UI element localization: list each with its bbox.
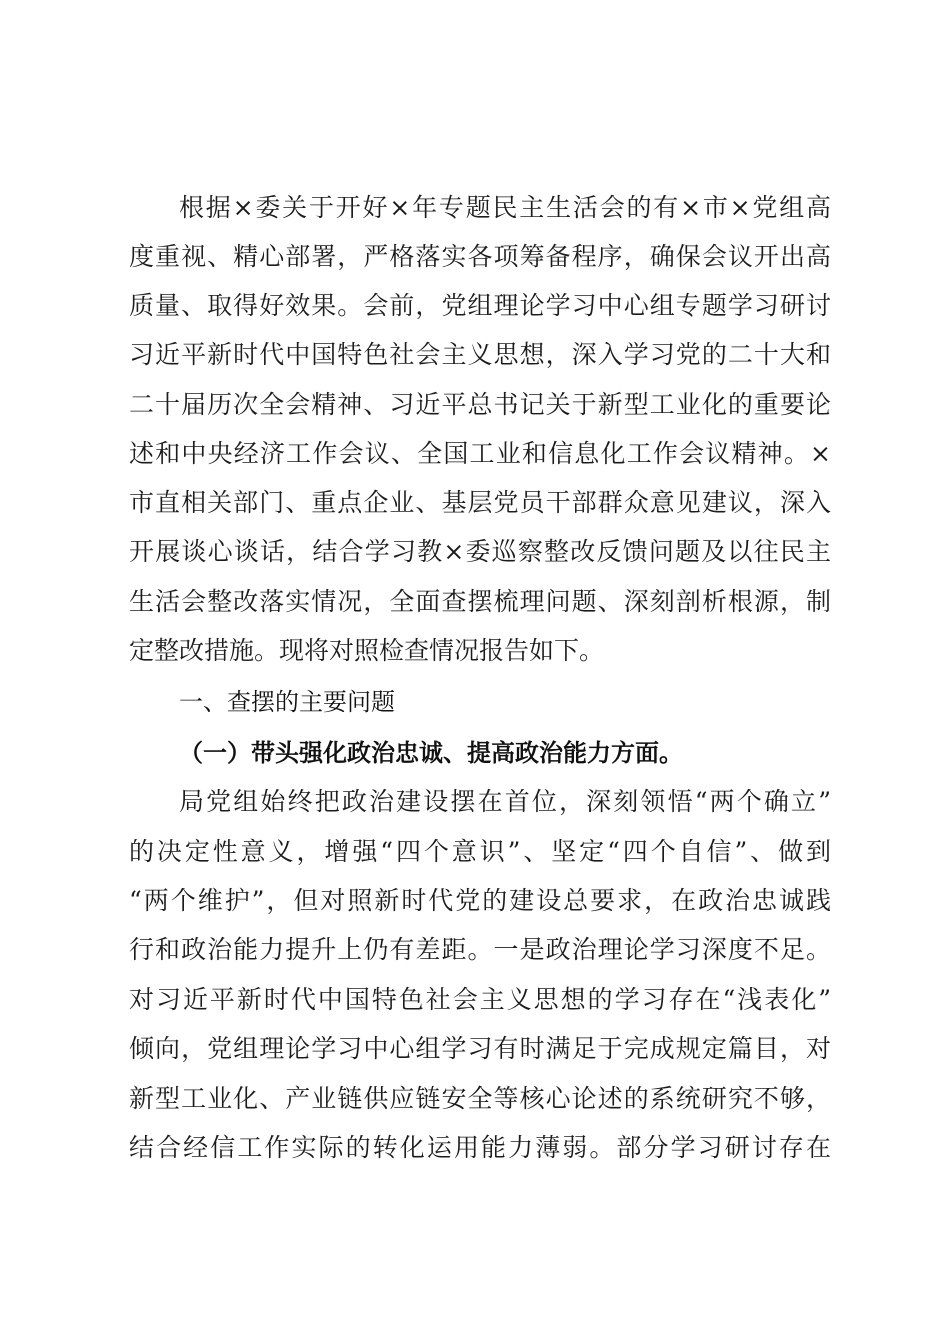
intro-line: 习近平新时代中国特色社会主义思想，深入学习党的二十大和	[129, 340, 831, 369]
body-line: 新型工业化、产业链供应链安全等核心论述的系统研究不够，	[129, 1084, 831, 1113]
intro-line: 市直相关部门、重点企业、基层党员干部群众意见建议，深入	[129, 488, 831, 517]
intro-line: 根据×委关于开好×年专题民主生活会的有×市×党组高	[179, 193, 831, 222]
intro-line: 质量、取得好效果。会前，党组理论学习中心组专题学习研讨	[129, 291, 831, 320]
intro-line: 定整改措施。现将对照检查情况报告如下。	[129, 636, 605, 665]
body-line: 对习近平新时代中国特色社会主义思想的学习存在“浅表化”	[129, 985, 831, 1014]
section-heading: 一、查摆的主要问题	[179, 688, 395, 716]
body-line: 结合经信工作实际的转化运用能力薄弱。部分学习研讨存在	[129, 1133, 831, 1162]
body-line: 局党组始终把政治建设摆在首位，深刻领悟“两个确立”	[179, 787, 831, 816]
intro-line: 度重视、精心部署，严格落实各项筹备程序，确保会议开出高	[129, 242, 831, 271]
body-line: 的决定性意义，增强“四个意识”、坚定“四个自信”、做到	[129, 837, 831, 866]
intro-line: 二十届历次全会精神、习近平总书记关于新型工业化的重要论	[129, 390, 831, 419]
intro-line: 开展谈心谈话，结合学习教×委巡察整改反馈问题及以往民主	[129, 537, 831, 566]
intro-line: 生活会整改落实情况，全面查摆梳理问题、深刻剖析根源，制	[129, 587, 831, 616]
body-line: 倾向，党组理论学习中心组学习有时满足于完成规定篇目，对	[129, 1034, 831, 1063]
body-line: “两个维护”，但对照新时代党的建设总要求，在政治忠诚践	[129, 886, 831, 915]
body-line: 行和政治能力提升上仍有差距。一是政治理论学习深度不足。	[129, 935, 831, 964]
intro-line: 述和中央经济工作会议、全国工业和信息化工作会议精神。×	[129, 439, 831, 468]
subsection-heading: （一）带头强化政治忠诚、提高政治能力方面。	[179, 738, 683, 767]
